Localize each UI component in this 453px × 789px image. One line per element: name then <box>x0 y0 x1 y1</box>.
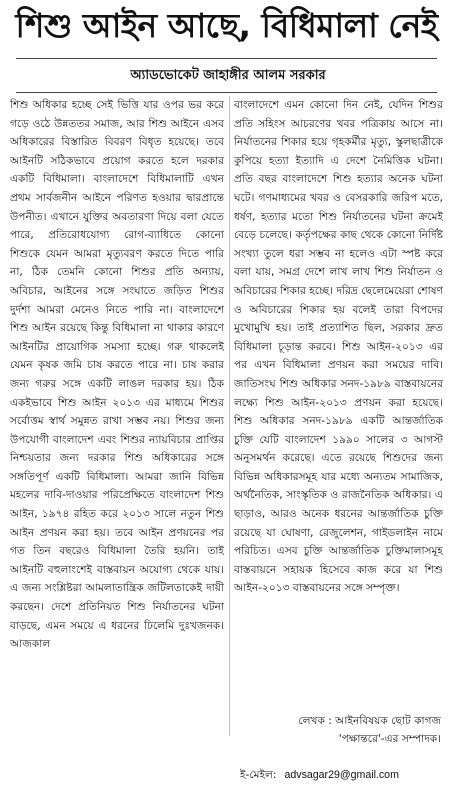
article-byline: অ্যাডভোকেট জাহাঙ্গীর আলম সরকার <box>130 68 326 83</box>
article-headline: শিশু আইন আছে, বিধিমালা নেই <box>15 6 438 45</box>
article-column-right <box>234 96 443 776</box>
byline-rule-bottom <box>16 92 437 93</box>
author-email <box>240 766 399 784</box>
article-column-left <box>10 96 224 776</box>
left-column-text: শিশু অধিকার হচ্ছে সেই ভিত্তি যার ওপর ভর করে গড়ে ওঠে উন্নততর সমাজ, আর শিশু আইনে এসব অধিকারের বিস্তারিত বিবরণ বিধৃত হয়েছে। তবে আইনটি সঠিকভাবে প্রয়োগ করতে হলে দরকার একটি বিধিমালা। বাংলাদেশে বিধিমালাটি এখন প্রথম সার্বজনীন আইনে পরিণত হওয়ার দ্বারপ্রান্তে উপনীত। এখানে যুক্তির অবতারণা দিয়ে বলা যেতে পারে, প্রতিরোধযোগ্য রোগ-ব্যাধিতে কোনো শিশুকে যেমন আমরা মৃত্যুবরণ করতে দিতে পারি না, ঠিক তেমনি কোনো শিশুর প্রতি অন্যায়, অবিচার, আইনের সঙ্গে সংঘাতে জড়িত শিশুর দুর্দশা আমরা মেনেও নিতে পারি না। বাংলাদেশে শিশু আইন রয়েছে কিন্তু বিধিমালা না থাকার কারণে আইনটির প্রায়োগিক সমস্যা হচ্ছে। গরু থাকলেই যেমন কৃষক জমি চাষ করতে পারে না। চাষ করার জন্য গরুর সঙ্গে একটি লাঙল দরকার হয়। ঠিক একইভাবে শিশু আইন ২০১৩ এর মাধ্যমে শিশুর সর্বোত্তম স্বার্থ সমুন্নত রাখা সম্ভব নয়। শিশুর জন্য উপযোগী বাংলাদেশ এবং শিশুর ন্যায়বিচার প্রাপ্তির নিশ্চয়তার জন্য দরকার শিশু অধিকারের সঙ্গে সঙ্গতিপূর্ণ একটি বিধিমালা। আমরা জানি বিভিন্ন মহলের দাবি-দাওয়ার পরিপ্রেক্ষিতে বাংলাদেশ শিশু আইন, ১৯৭৪ রহিত করে ২০১৩ সালে নতুন শিশু আইন প্রণয়ন করা হয়। তবে আইন প্রণয়নের পর গত তিন বছরেও বিধিমালা তৈরি হয়নি। তাই আইনটি বহুলাংশেই বাস্তবায়ন অযোগ্য থেকে যায়। এ জন্য সংশ্লিষ্টরা আমলাতান্ত্রিক জটিলতাকেই দায়ী করছেন। দেশে প্রতিনিয়ত শিশু নির্যাতনের ঘটনা বাড়ছে, এমন সময়ে এ ধরনের ঢিলেমি দুঃখজনক। আজকাল <box>10 99 224 651</box>
email-label: ই-মেইল: <box>240 769 277 781</box>
author-note-line-1: লেখক : আইনবিষয়ক ছোট কাগজ <box>298 715 441 727</box>
right-column-text: বাংলাদেশে এমন কোনো দিন নেই, যেদিন শিশুর প্রতি সহিংস আচরণের খবর পত্রিকায় আসে না। নির্যাতনের শিকার হয়ে গৃহকর্মীর মৃত্যু, স্কুলছাত্রীকে কুপিয়ে হত্যা ইত্যাদি এ দেশে নৈমিত্তিক ঘটনা। প্রতি বছর বাংলাদেশে শিশু হত্যার অনেক ঘটনা ঘটে। গণমাধ্যমের খবর ও বেসরকারি জরিপ মতে, ধর্ষণ, হত্যার মতো শিশু নির্যাতনের ঘটনা ক্রমেই বেড়ে চলেছে। কর্তৃপক্ষের কাছ থেকে কোনো নির্দিষ্ট সংখ্যা তুলে ধরা সম্ভব না হলেও এটা স্পষ্ট করে বলা যায়, সমগ্র দেশে লাখ লাখ শিশু নির্যাতন ও অবিচারের শিকার হচ্ছে। দরিদ্র ছেলেমেয়েরা শোষণ ও অবিচারের শিকার হয় বলেই তারা বিপদের মুখোমুখি হয়। তাই প্রত্যাশিত ছিল, সরকার দ্রুত বিধিমালা চূড়ান্ত করবে। শিশু আইন-২০১৩ এর পর এখন বিধিমালা প্রণয়ন করা সময়ের দাবি। জাতিসংঘ শিশু অধিকার সনদ-১৯৮৯ বাস্তবায়নের লক্ষ্যে শিশু আইন-২০১৩ প্রণয়ন করা হয়েছে। শিশু অধিকার সনদ-১৯৮৯ একটি আন্তর্জাতিক চুক্তি যেটি বাংলাদেশ ১৯৯০ সালের ৩ আগস্ট অনুসমর্থন করেছে। এতে রয়েছে শিশুদের জন্য বিভিন্ন অধিকারসমূহ যার মধ্যে অন্যতম সামাজিক, অর্থনৈতিক, সাংস্কৃতিক ও রাজনৈতিক অধিকার। এ ছাড়াও, আরও অনেক ধরনের আন্তর্জাতিক চুক্তি রয়েছে যা ঘোষণা, রেজুলেশন, গাইডলাইন নামে পরিচিত। এসব চুক্তি আন্তর্জাতিক চুক্তিমালাসমূহ বাস্তবায়নে সহায়ক হিসেবে কাজ করে যা শিশু আইন-২০১৩ বাস্তবায়নের সঙ্গে সম্পৃক্ত। <box>234 99 443 595</box>
column-divider <box>229 96 230 736</box>
email-address: advsagar29@gmail.com <box>284 769 399 781</box>
author-note-line-2: 'পক্ষান্তরে'-এর সম্পাদক। <box>338 733 441 745</box>
byline-rule-top <box>16 58 437 59</box>
